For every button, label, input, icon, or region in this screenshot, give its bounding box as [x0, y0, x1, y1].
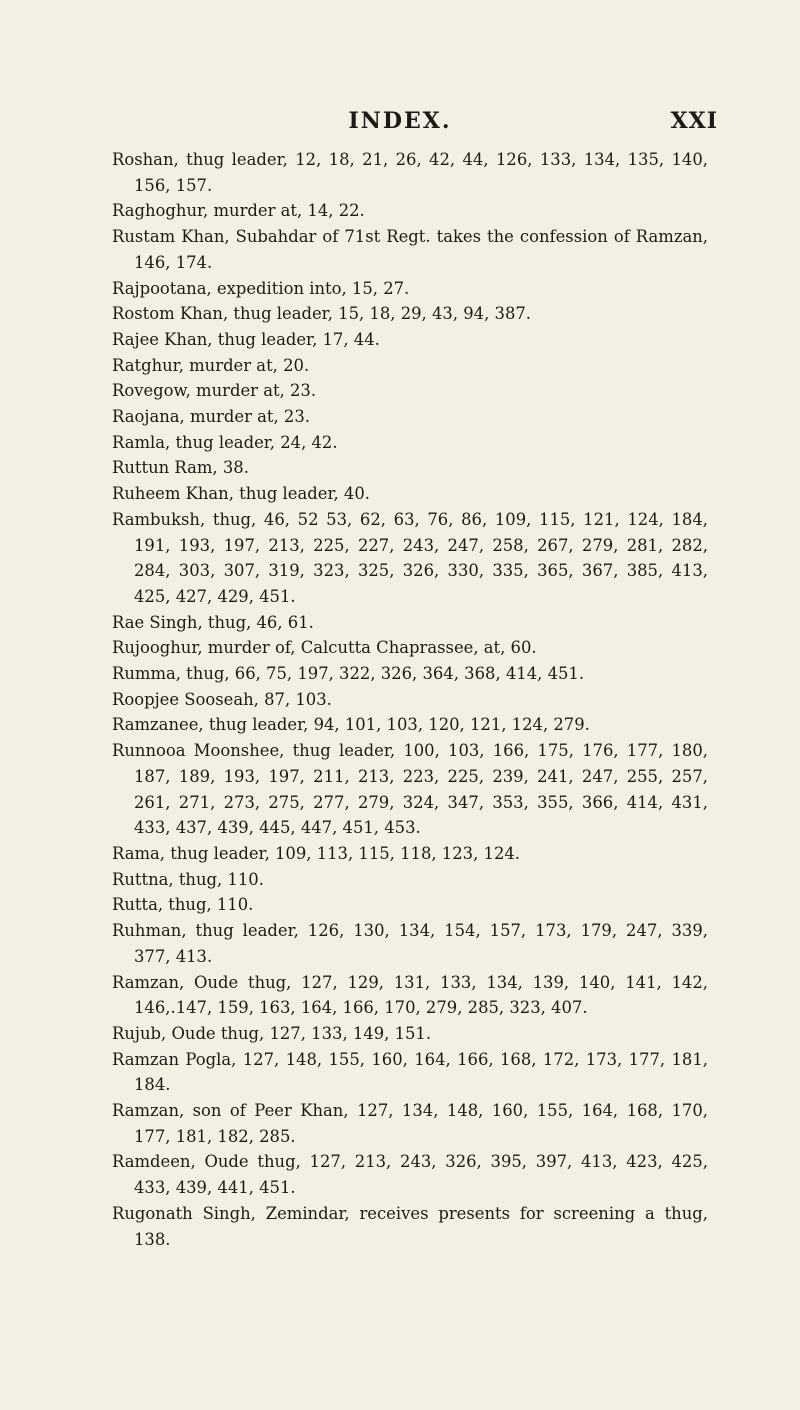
index-entry: Rugonath Singh, Zemindar, receives presents for screening a thug, 138. [112, 1203, 708, 1249]
index-entry: Ramla, thug leader, 24, 42. [112, 432, 338, 452]
index-entry: Ramzanee, thug leader, 94, 101, 103, 120, 121, 124, 279. [112, 715, 590, 735]
index-entry: Rutta, thug, 110. [112, 895, 254, 915]
index-entry: Roshan, thug leader, 12, 18, 21, 26, 42, 44, 126, 133, 134, 135, 140, 156, 157. [112, 150, 708, 195]
index-entry: Rajee Khan, thug leader, 17, 44. [112, 329, 380, 349]
index-entry: Ramzan, Oude thug, 127, 129, 131, 133, 134, 139, 140, 141, 142, 146,.147, 159, 163, 164, 166, 170, 279, 285, 323, 407. [112, 972, 708, 1018]
index-entry: Rambuksh, thug, 46, 52 53, 62, 63, 76, 86, 109, 115, 121, 124, 184, 191, 193, 197, 213, 225, 227, 243, 247, 258, 267, 279, 281, 282, 284, 303, 307, 319, 323, 325, 326, 330, 335, 365, 367, 385, 413, 425, 427, 429, 451. [112, 509, 708, 606]
index-heading: INDEX. [348, 108, 452, 134]
index-entries [112, 147, 708, 1252]
index-entry: Ratghur, murder at, 20. [112, 355, 310, 375]
index-entry: Ruhman, thug leader, 126, 130, 134, 154, 157, 173, 179, 247, 339, 377, 413. [112, 921, 708, 966]
index-entry: Rae Singh, thug, 46, 61. [112, 612, 314, 632]
index-entry: Roopjee Sooseah, 87, 103. [112, 689, 332, 709]
index-entry: Ruttna, thug, 110. [112, 869, 264, 889]
index-entry: Ramdeen, Oude thug, 127, 213, 243, 326, 395, 397, 413, 423, 425, 433, 439, 441, 451. [112, 1152, 708, 1198]
index-entry: Raojana, murder at, 23. [112, 407, 310, 427]
index-entry: Ruttun Ram, 38. [112, 458, 249, 478]
index-entry: Ramzan, son of Peer Khan, 127, 134, 148, 160, 155, 164, 168, 170, 177, 181, 182, 285. [112, 1101, 708, 1146]
page-number: XXI [670, 108, 718, 134]
index-entry: Ramzan Pogla, 127, 148, 155, 160, 164, 166, 168, 172, 173, 177, 181, 184. [112, 1049, 708, 1095]
index-entry: Rumma, thug, 66, 75, 197, 322, 326, 364, 368, 414, 451. [112, 664, 585, 684]
index-entry: Raghoghur, murder at, 14, 22. [112, 201, 365, 221]
index-entry: Runnooa Moonshee, thug leader, 100, 103, 166, 175, 176, 177, 180, 187, 189, 193, 197, 211, 213, 223, 225, 239, 241, 247, 255, 257, 261, 271, 273, 275, 277, 279, 324, 347, 353, 355, 366, 414, 431, 433, 437, 439, 445, 447, 451, 453. [112, 741, 708, 838]
index-entry: Rama, thug leader, 109, 113, 115, 118, 123, 124. [112, 843, 521, 863]
page-header [0, 108, 800, 138]
index-entry: Rujooghur, murder of, Calcutta Chaprassee, at, 60. [112, 638, 537, 658]
index-entry: Rostom Khan, thug leader, 15, 18, 29, 43, 94, 387. [112, 304, 532, 324]
index-entry: Rustam Khan, Subahdar of 71st Regt. takes the confession of Ramzan, 146, 174. [112, 227, 708, 272]
index-entry: Rujub, Oude thug, 127, 133, 149, 151. [112, 1023, 432, 1043]
index-entry: Ruheem Khan, thug leader, 40. [112, 484, 370, 504]
index-entry: Rovegow, murder at, 23. [112, 381, 317, 401]
index-entry: Rajpootana, expedition into, 15, 27. [112, 278, 410, 298]
